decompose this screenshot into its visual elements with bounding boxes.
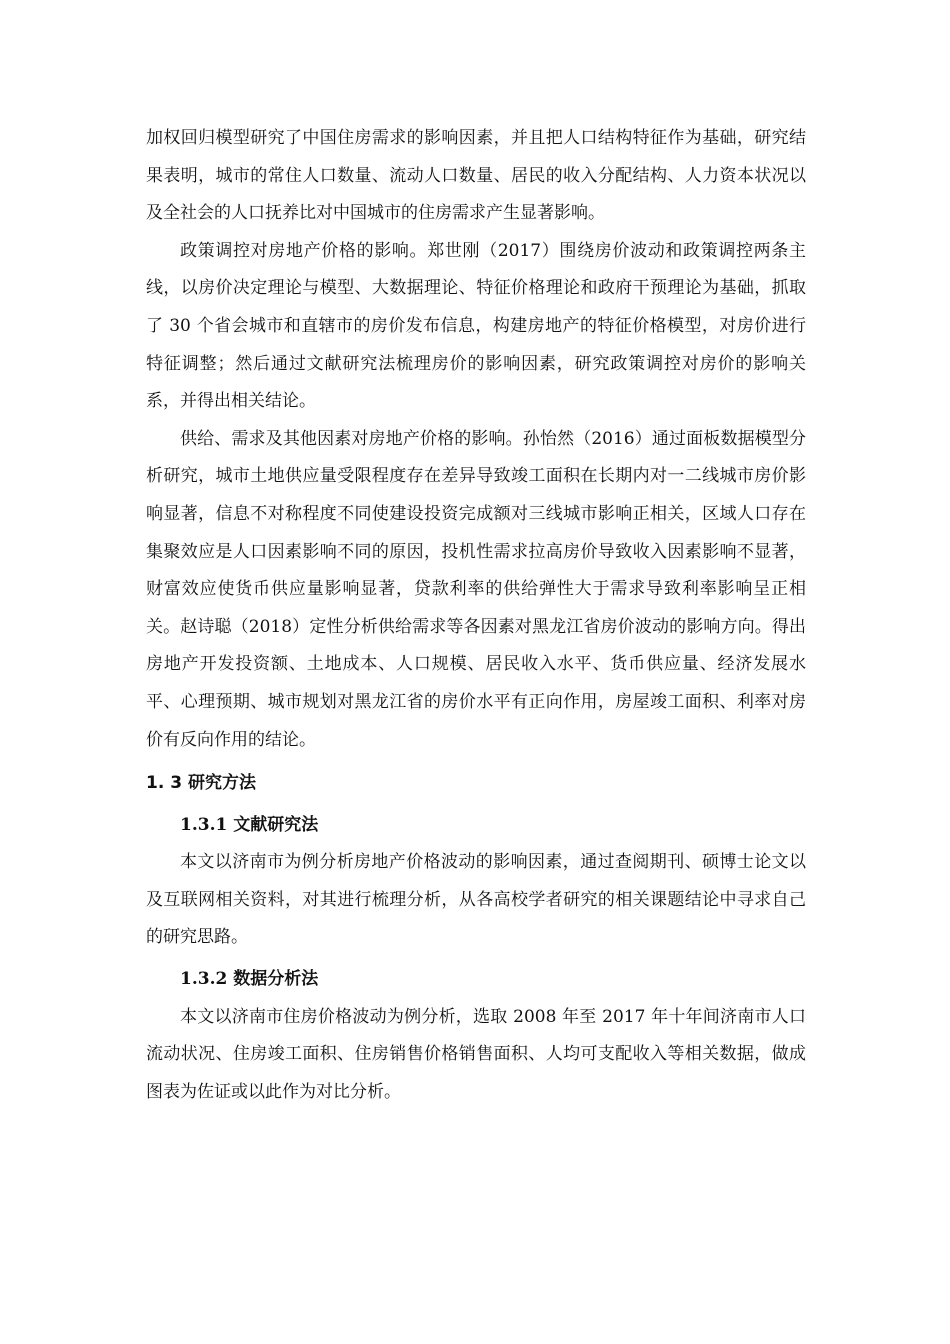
- subsection-heading-data-analysis: 1.3.2 数据分析法: [180, 969, 319, 990]
- paragraph-supply-demand: 供给、需求及其他因素对房地产价格的影响。孙怡然（2016）通过面板数据模型分析研究，城市土地供应量受限程度存在差异导致竣工面积在长期内对一二线城市房价影响显著，信息不对称程度不同使建设投资完成额对三线城市影响正相关，区域人口存在集聚效应是人口因素影响不同的原因，投机性需求拉高房价导致收入因素影响不显著，财富效应使货币供应量影响显著，贷款利率的供给弹性大于需求导致利率影响呈正相关。赵诗聪（2018）定性分析供给需求等各因素对黑龙江省房价波动的影响方向。得出房地产开发投资额、土地成本、人口规模、居民收入水平、货币供应量、经济发展水平、心理预期、城市规划对黑龙江省的房价水平有正向作用，房屋竣工面积、利率对房价有反向作用的结论。: [146, 428, 806, 750]
- paragraph-policy-control: 政策调控对房地产价格的影响。郑世刚（2017）围绕房价波动和政策调控两条主线，以房价决定理论与模型、大数据理论、特征价格理论和政府干预理论为基础，抓取了 30 个省会城市和直辖市的房价发布信息，构建房地产的特征价格模型，对房价进行特征调整；然后通过文献研究法梳理房价的影响因素，研究政策调控对房价的影响关系，并得出相关结论。: [146, 240, 806, 412]
- paragraph-continued: 加权回归模型研究了中国住房需求的影响因素，并且把人口结构特征作为基础，研究结果表明，城市的常住人口数量、流动人口数量、居民的收入分配结构、人力资本状况以及全社会的人口抚养比对中国城市的住房需求产生显著影响。: [146, 128, 806, 224]
- document-body: [146, 120, 806, 1111]
- section-heading-research-methods: 1. 3 研究方法: [146, 773, 256, 794]
- subsection-heading-literature-research: 1.3.1 文献研究法: [180, 814, 319, 835]
- paragraph-literature-research: 本文以济南市为例分析房地产价格波动的影响因素，通过查阅期刊、硕博士论文以及互联网相关资料，对其进行梳理分析，从各高校学者研究的相关课题结论中寻求自己的研究思路。: [146, 852, 806, 948]
- paragraph-data-analysis: 本文以济南市住房价格波动为例分析，选取 2008 年至 2017 年十年间济南市人口流动状况、住房竣工面积、住房销售价格销售面积、人均可支配收入等相关数据，做成图表为佐证或以此作为对比分析。: [146, 1006, 806, 1102]
